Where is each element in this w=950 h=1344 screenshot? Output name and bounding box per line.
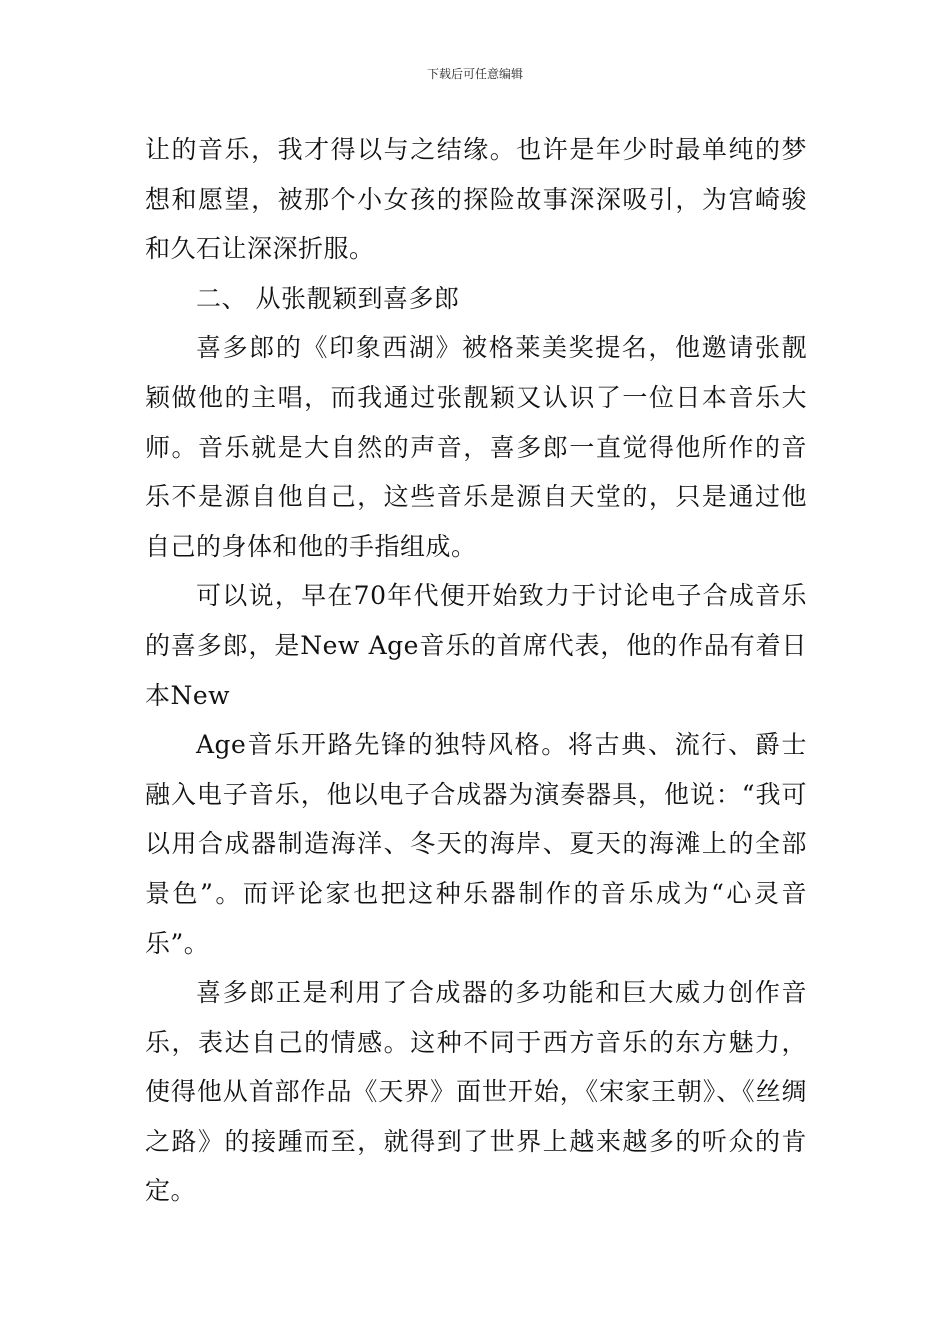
paragraph: 可以说，早在70年代便开始致力于讨论电子合成音乐的喜多郎，是New Age音乐的首席代表，他的作品有着日本New (145, 581, 807, 710)
paragraph: 喜多郎的《印象西湖》被格莱美奖提名，他邀请张靓颖做他的主唱，而我通过张靓颖又认识了一位日本音乐大师。音乐就是大自然的声音，喜多郎一直觉得他所作的音乐不是源自他自己，这些音乐是源自天堂的，只是通过他自己的身体和他的手指组成。 (145, 333, 807, 561)
page-header-caption: 下载后可任意编辑 (426, 67, 523, 81)
document-body (145, 125, 807, 1216)
paragraph: 喜多郎正是利用了合成器的多功能和巨大威力创作音乐，表达自己的情感。这种不同于西方音乐的东方魅力，使得他从首部作品《天界》面世开始，《宋家王朝》、《丝绸之路》的接踵而至，就得到了世界上越来越多的听众的肯定。 (145, 978, 807, 1206)
paragraph: Age音乐开路先锋的独特风格。将古典、流行、爵士融入电子音乐，他以电子合成器为演奏器具，他说：“我可以用合成器制造海洋、冬天的海岸、夏天的海滩上的全部景色”。而评论家也把这种乐器制作的音乐成为“心灵音乐”。 (145, 730, 807, 958)
section-heading: 二、 从张靓颖到喜多郎 (196, 283, 460, 313)
paragraph-continuation: 让的音乐，我才得以与之结缘。也许是年少时最单纯的梦想和愿望，被那个小女孩的探险故事深深吸引，为宫崎骏和久石让深深折服。 (145, 135, 807, 264)
